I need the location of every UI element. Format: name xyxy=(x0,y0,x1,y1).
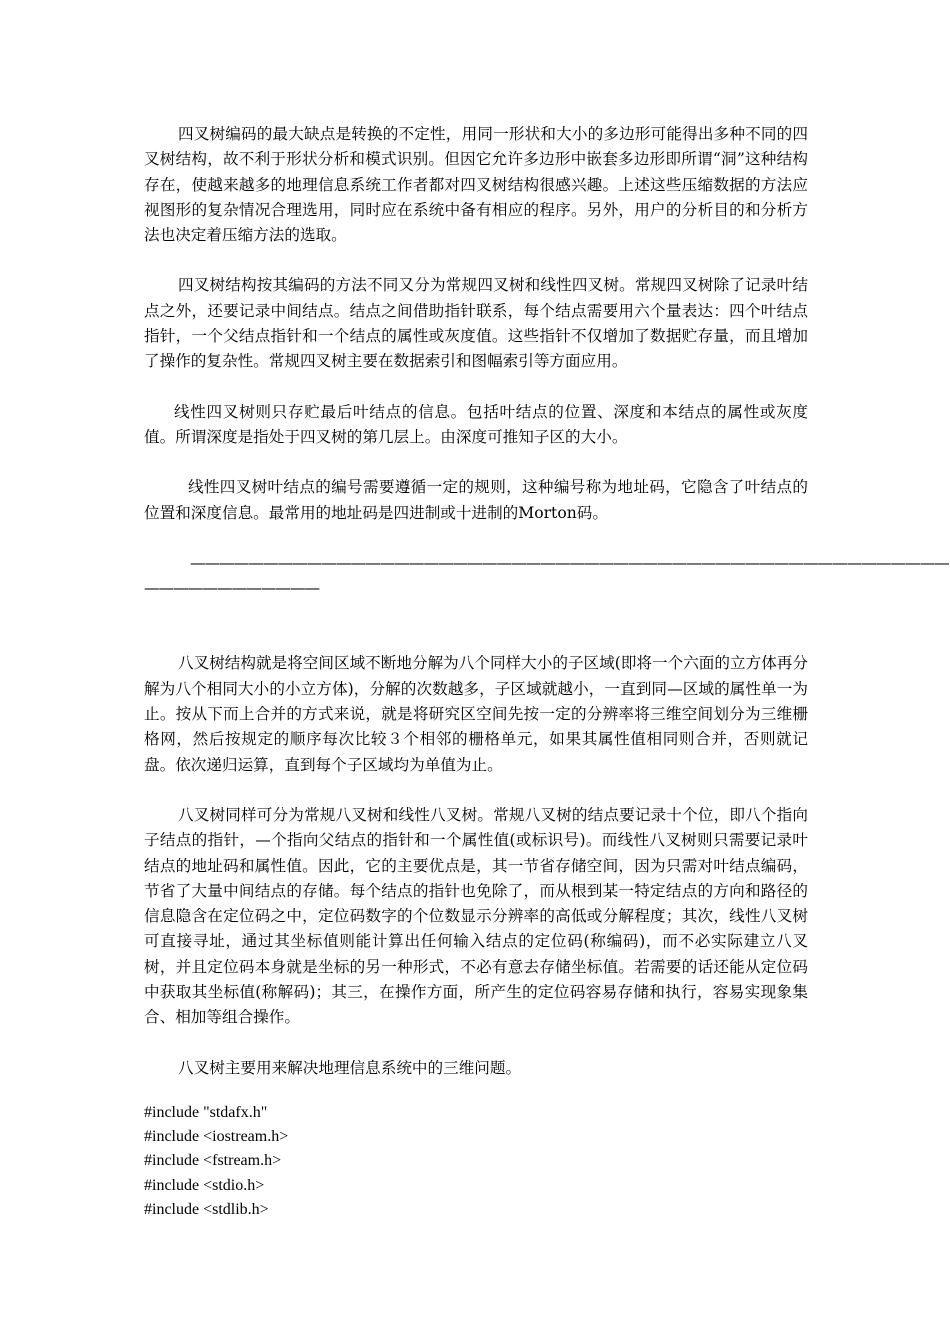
code-line: #include <stdlib.h> xyxy=(144,1200,269,1218)
paragraph-octree-types: 八叉树同样可分为常规八叉树和线性八叉树。常规八叉树的结点要记录十个位，即八个指向子结点的指针，—个指向父结点的指针和一个属性值(或标识号)。而线性八叉树则只需要记录叶结点的地址码和属性值。因此，它的主要优点是，其一节省存储空间，因为只需对叶结点编码，节省了大量中间结点的存储。每个结点的指针也免除了，而从根到某一特定结点的方向和路径的信息隐含在定位码之中，定位码数字的个位数显示分辨率的高低或分解程度；其次，线性八叉树可直接寻址，通过其坐标值则能计算出任何输入结点的定位码(称编码)，而不必实际建立八叉树，并且定位码本身就是坐标的另一种形式，不必有意去存储坐标值。若需要的话还能从定位码中获取其坐标值(称解码)；其三，在操作方面，所产生的定位码容易存储和执行，容易实现象集合、相加等组合操作。 xyxy=(144,805,808,1027)
separator-rule-line-2: ———————————— xyxy=(144,579,320,598)
code-line: #include <stdio.h> xyxy=(144,1176,265,1194)
paragraph-morton-code: 线性四叉树叶结点的编号需要遵循一定的规则，这种编号称为地址码，它隐含了叶结点的位置和深度信息。最常用的地址码是四进制或十进制的Morton码。 xyxy=(144,478,808,522)
paragraph-gap xyxy=(144,1031,808,1056)
code-line: #include "stdafx.h" xyxy=(144,1103,268,1121)
paragraph-gap xyxy=(144,778,808,803)
document-page xyxy=(144,122,949,1222)
paragraph-gap xyxy=(144,450,808,475)
paragraph-linear-quadtree: 线性四叉树则只存贮最后叶结点的信息。包括叶结点的位置、深度和本结点的属性或灰度值。所谓深度是指处于四叉树的第几层上。由深度可推知子区的大小。 xyxy=(144,402,808,446)
code-block xyxy=(144,1101,808,1222)
paragraph-octree-structure: 八叉树结构就是将空间区域不断地分解为八个同样大小的子区域(即将一个六面的立方体再分解为八个相同大小的小立方体)，分解的次数越多，子区域就越小，一直到同—区域的属性单一为止。按从下而上合并的方式来说，就是将研究区空间先按一定的分辨率将三维空间划分为三维栅格网，然后按规定的顺序每次比较３个相邻的栅格单元，如果其属性值相同则合并，否则就记盘。依次递归运算，直到每个子区域均为单值为止。 xyxy=(144,654,808,774)
code-line: #include <fstream.h> xyxy=(144,1152,282,1170)
paragraph-gap xyxy=(144,626,808,651)
paragraph-gap xyxy=(144,248,808,273)
paragraph-gap xyxy=(144,526,808,551)
paragraph-gap xyxy=(144,375,808,400)
paragraph-quadtree-drawbacks: 四叉树编码的最大缺点是转换的不定性，用同一形状和大小的多边形可能得出多种不同的四叉树结构，故不利于形状分析和模式识别。但因它允许多边形中嵌套多边形即所谓“洞”这种结构存在，使越来越多的地理信息系统工作者都对四叉树结构很感兴趣。上述这些压缩数据的方法应视图形的复杂情况合理选用，同时应在系统中备有相应的程序。另外，用户的分析目的和分析方法也决定着压缩方法的选取。 xyxy=(144,125,808,245)
separator-rule-line-1: ———————————————————————————————————————————————————— xyxy=(190,553,949,572)
paragraph-octree-usage: 八叉树主要用来解决地理信息系统中的三维问题。 xyxy=(178,1058,522,1077)
paragraph-gap xyxy=(144,601,808,626)
paragraph-quadtree-types: 四叉树结构按其编码的方法不同又分为常规四叉树和线性四叉树。常规四叉树除了记录叶结点之外，还要记录中间结点。结点之间借助指针联系，每个结点需要用六个量表达：四个叶结点指针，一个父结点指针和一个结点的属性或灰度值。这些指针不仅增加了数据贮存量，而且增加了操作的复杂性。常规四叉树主要在数据索引和图幅索引等方面应用。 xyxy=(144,276,808,371)
code-line: #include <iostream.h> xyxy=(144,1128,289,1146)
